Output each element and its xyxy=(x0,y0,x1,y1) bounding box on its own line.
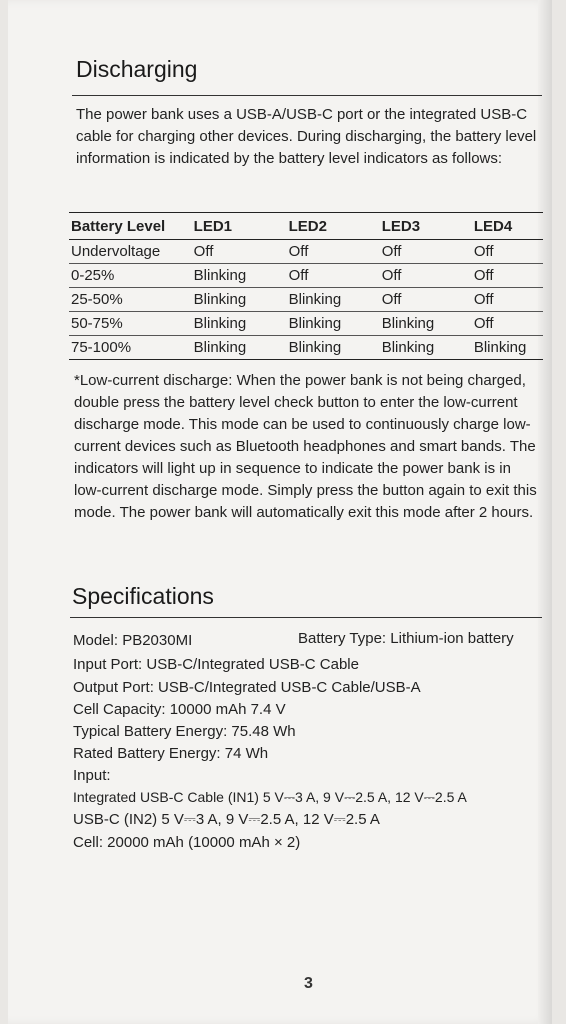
table-cell: Blinking xyxy=(192,312,287,336)
table-cell: Blinking xyxy=(192,288,287,312)
page-number: 3 xyxy=(304,975,313,992)
led-table-header-row xyxy=(69,213,543,240)
table-cell: Undervoltage xyxy=(69,240,192,264)
spec-line: Typical Battery Energy: 75.48 Wh xyxy=(73,723,296,740)
table-row xyxy=(69,240,543,264)
table-row xyxy=(69,336,543,360)
table-cell: Off xyxy=(287,264,380,288)
table-cell: Off xyxy=(287,240,380,264)
table-cell: Blinking xyxy=(192,264,287,288)
table-cell: 0-25% xyxy=(69,264,192,288)
page-edge-shadow xyxy=(538,0,552,1024)
spec-line: Input: xyxy=(73,767,111,784)
table-cell: Off xyxy=(380,240,472,264)
header-led2: LED2 xyxy=(287,213,380,240)
spec-line: Input Port: USB-C/Integrated USB-C Cable xyxy=(73,656,359,673)
header-led4: LED4 xyxy=(472,213,543,240)
table-cell: Off xyxy=(192,240,287,264)
header-battery-level: Battery Level xyxy=(69,213,192,240)
spec-line: Cell Capacity: 10000 mAh 7.4 V xyxy=(73,701,286,718)
specifications-title: Specifications xyxy=(72,583,214,609)
spec-battery-type: Battery Type: Lithium-ion battery xyxy=(298,630,514,647)
table-cell: Blinking xyxy=(380,312,472,336)
table-cell: Off xyxy=(380,264,472,288)
table-cell: 50-75% xyxy=(69,312,192,336)
spec-line: Integrated USB-C Cable (IN1) 5 V⎓3 A, 9 V⎓2.5 A, 12 V⎓2.5 A xyxy=(73,789,467,805)
low-current-note: *Low-current discharge: When the power bank is not being charged, double press the battery level check button to enter the low-current discharge mode. This mode can be used to continuously charge low-current devices such as Bluetooth headphones and smart bands. The indicators will light up in sequence to indicate the power bank is in low-current discharge mode. Simply press the button again to exit this mode. The power bank will automatically exit this mode after 2 hours. xyxy=(74,372,537,521)
spec-line: USB-C (IN2) 5 V⎓3 A, 9 V⎓2.5 A, 12 V⎓2.5 A xyxy=(73,811,380,828)
table-row xyxy=(69,288,543,312)
led-indicator-table xyxy=(69,212,543,360)
table-cell: Off xyxy=(472,312,543,336)
table-cell: Blinking xyxy=(192,336,287,360)
specifications-rule xyxy=(70,617,542,618)
discharging-rule xyxy=(72,95,542,96)
discharging-title: Discharging xyxy=(76,56,198,82)
spec-line: Rated Battery Energy: 74 Wh xyxy=(73,745,269,762)
table-cell: Blinking xyxy=(287,336,380,360)
spec-model: Model: PB2030MI xyxy=(73,632,193,649)
table-cell: Blinking xyxy=(472,336,543,360)
table-cell: 75-100% xyxy=(69,336,192,360)
table-cell: Blinking xyxy=(287,312,380,336)
header-led3: LED3 xyxy=(380,213,472,240)
table-cell: Blinking xyxy=(380,336,472,360)
table-cell: Blinking xyxy=(287,288,380,312)
table-cell: Off xyxy=(380,288,472,312)
table-row xyxy=(69,312,543,336)
spec-line: Output Port: USB-C/Integrated USB-C Cable/USB-A xyxy=(73,679,421,696)
discharging-intro: The power bank uses a USB-A/USB-C port or the integrated USB-C cable for charging other devices. During discharging, the battery level information is indicated by the battery level indicators as follows: xyxy=(76,106,537,167)
table-cell: Off xyxy=(472,288,543,312)
table-cell: Off xyxy=(472,264,543,288)
table-cell: Off xyxy=(472,240,543,264)
header-led1: LED1 xyxy=(192,213,287,240)
table-cell: 25-50% xyxy=(69,288,192,312)
table-row xyxy=(69,264,543,288)
spec-line: Cell: 20000 mAh (10000 mAh × 2) xyxy=(73,834,301,851)
